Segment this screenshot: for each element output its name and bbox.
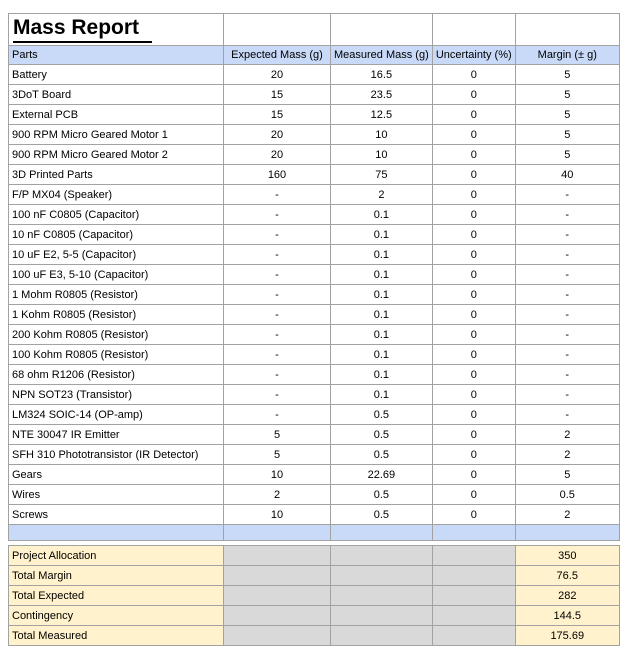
cell-part-name[interactable]: Battery <box>9 65 224 85</box>
cell-value[interactable]: - <box>515 225 619 245</box>
separator-row <box>9 525 620 541</box>
cell-value[interactable]: 0.1 <box>331 245 433 265</box>
cell-value[interactable]: 10 <box>224 505 331 525</box>
summary-empty-cell[interactable] <box>432 566 515 586</box>
cell-part-name[interactable]: NPN SOT23 (Transistor) <box>9 385 224 405</box>
cell-value[interactable]: 22.69 <box>331 465 433 485</box>
cell-part-name[interactable]: 900 RPM Micro Geared Motor 2 <box>9 145 224 165</box>
cell-value[interactable]: 15 <box>224 85 331 105</box>
summary-row <box>9 606 620 626</box>
cell-value[interactable]: 5 <box>515 65 619 85</box>
cell-value[interactable]: 0 <box>432 405 515 425</box>
cell-value[interactable]: 0.5 <box>331 445 433 465</box>
cell-value[interactable]: 5 <box>515 105 619 125</box>
summary-empty-cell[interactable] <box>224 546 331 566</box>
cell-value[interactable]: - <box>515 325 619 345</box>
cell-value[interactable]: 5 <box>515 145 619 165</box>
cell-value[interactable]: 0 <box>432 225 515 245</box>
cell-value[interactable]: 0.1 <box>331 325 433 345</box>
summary-empty-cell[interactable] <box>432 546 515 566</box>
table-row <box>9 165 620 185</box>
table-row <box>9 245 620 265</box>
cell-part-name[interactable]: 100 uF E3, 5-10 (Capacitor) <box>9 265 224 285</box>
table-row <box>9 225 620 245</box>
cell-value[interactable]: 5 <box>224 445 331 465</box>
cell-value[interactable]: 0.1 <box>331 225 433 245</box>
cell-value[interactable]: 0 <box>432 425 515 445</box>
cell-part-name[interactable]: SFH 310 Phototransistor (IR Detector) <box>9 445 224 465</box>
empty-cell[interactable] <box>224 14 331 46</box>
cell-value[interactable]: - <box>515 185 619 205</box>
summary-empty-cell[interactable] <box>224 586 331 606</box>
spreadsheet <box>8 13 620 646</box>
cell-value[interactable]: - <box>224 305 331 325</box>
cell-value[interactable]: 15 <box>224 105 331 125</box>
cell-value[interactable]: 160 <box>224 165 331 185</box>
report-title: Mass Report <box>13 16 152 42</box>
cell-value[interactable]: 0 <box>432 125 515 145</box>
cell-part-name[interactable]: NTE 30047 IR Emitter <box>9 425 224 445</box>
cell-part-name[interactable]: 3DoT Board <box>9 85 224 105</box>
cell-value[interactable]: - <box>515 265 619 285</box>
summary-empty-cell[interactable] <box>432 626 515 646</box>
cell-value[interactable]: 0 <box>432 445 515 465</box>
cell-part-name[interactable]: 100 nF C0805 (Capacitor) <box>9 205 224 225</box>
cell-value[interactable]: 5 <box>515 465 619 485</box>
cell-part-name[interactable]: F/P MX04 (Speaker) <box>9 185 224 205</box>
cell-value[interactable]: 2 <box>515 505 619 525</box>
cell-value[interactable]: - <box>224 285 331 305</box>
cell-value[interactable]: 0 <box>432 465 515 485</box>
cell-value[interactable]: 0.1 <box>331 385 433 405</box>
cell-value[interactable]: 0 <box>432 65 515 85</box>
table-row <box>9 445 620 465</box>
cell-value[interactable]: 2 <box>515 425 619 445</box>
summary-row <box>9 546 620 566</box>
summary-empty-cell[interactable] <box>432 586 515 606</box>
cell-value[interactable]: - <box>224 185 331 205</box>
table-row <box>9 205 620 225</box>
summary-empty-cell[interactable] <box>224 606 331 626</box>
header-row <box>9 46 620 65</box>
cell-value[interactable]: 0 <box>432 85 515 105</box>
cell-value[interactable]: - <box>515 205 619 225</box>
table-row <box>9 405 620 425</box>
cell-value[interactable]: 0.5 <box>331 485 433 505</box>
cell-value[interactable]: 0.1 <box>331 305 433 325</box>
cell-value[interactable]: - <box>515 405 619 425</box>
title-cell[interactable] <box>9 14 224 46</box>
summary-label[interactable]: Total Expected <box>9 586 224 606</box>
cell-value[interactable]: 0.5 <box>331 425 433 445</box>
table-row <box>9 285 620 305</box>
cell-value[interactable]: 0.1 <box>331 285 433 305</box>
summary-empty-cell[interactable] <box>224 566 331 586</box>
cell-value[interactable]: 0.5 <box>331 405 433 425</box>
summary-value[interactable]: 144.5 <box>515 606 619 626</box>
table-row <box>9 345 620 365</box>
cell-part-name[interactable]: 3D Printed Parts <box>9 165 224 185</box>
table-row <box>9 65 620 85</box>
summary-empty-cell[interactable] <box>224 626 331 646</box>
summary-empty-cell[interactable] <box>432 606 515 626</box>
cell-value[interactable]: 2 <box>515 445 619 465</box>
column-header-expected-mass[interactable]: Expected Mass (g) <box>224 46 331 65</box>
cell-value[interactable]: 16.5 <box>331 65 433 85</box>
cell-value[interactable]: 5 <box>515 85 619 105</box>
summary-value[interactable]: 350 <box>515 546 619 566</box>
cell-value[interactable]: 0 <box>432 325 515 345</box>
table-row <box>9 145 620 165</box>
table-row <box>9 365 620 385</box>
summary-label[interactable]: Contingency <box>9 606 224 626</box>
cell-value[interactable]: - <box>224 325 331 345</box>
cell-value[interactable]: - <box>224 245 331 265</box>
cell-part-name[interactable]: Gears <box>9 465 224 485</box>
cell-part-name[interactable]: 900 RPM Micro Geared Motor 1 <box>9 125 224 145</box>
summary-empty-cell[interactable] <box>331 626 433 646</box>
summary-row <box>9 586 620 606</box>
table-row <box>9 385 620 405</box>
summary-label[interactable]: Project Allocation <box>9 546 224 566</box>
cell-value[interactable]: 20 <box>224 65 331 85</box>
empty-cell[interactable] <box>224 525 331 541</box>
empty-cell[interactable] <box>9 525 224 541</box>
table-row <box>9 425 620 445</box>
cell-value[interactable]: 0.1 <box>331 265 433 285</box>
cell-value[interactable]: 0 <box>432 145 515 165</box>
summary-empty-cell[interactable] <box>331 586 433 606</box>
cell-part-name[interactable]: 100 Kohm R0805 (Resistor) <box>9 345 224 365</box>
table-row <box>9 265 620 285</box>
column-header-margin[interactable]: Margin (± g) <box>515 46 619 65</box>
table-row <box>9 325 620 345</box>
summary-empty-cell[interactable] <box>331 606 433 626</box>
summary-value[interactable]: 76.5 <box>515 566 619 586</box>
cell-value[interactable]: - <box>224 225 331 245</box>
cell-value[interactable]: - <box>515 285 619 305</box>
empty-cell[interactable] <box>515 525 619 541</box>
cell-value[interactable]: - <box>224 205 331 225</box>
cell-part-name[interactable]: Wires <box>9 485 224 505</box>
cell-value[interactable]: 0 <box>432 345 515 365</box>
empty-cell[interactable] <box>331 14 433 46</box>
cell-value[interactable]: 0 <box>432 505 515 525</box>
cell-value[interactable]: - <box>224 345 331 365</box>
summary-empty-cell[interactable] <box>331 546 433 566</box>
cell-value[interactable]: - <box>515 345 619 365</box>
cell-value[interactable]: 20 <box>224 125 331 145</box>
table-row <box>9 305 620 325</box>
table-row <box>9 485 620 505</box>
table-row <box>9 185 620 205</box>
table-row <box>9 505 620 525</box>
cell-part-name[interactable]: LM324 SOIC-14 (OP-amp) <box>9 405 224 425</box>
summary-value[interactable]: 282 <box>515 586 619 606</box>
column-header-measured-mass[interactable]: Measured Mass (g) <box>331 46 433 65</box>
cell-part-name[interactable]: 10 nF C0805 (Capacitor) <box>9 225 224 245</box>
empty-cell[interactable] <box>432 525 515 541</box>
cell-value[interactable]: 10 <box>331 145 433 165</box>
cell-value[interactable]: 0.5 <box>331 505 433 525</box>
cell-value[interactable]: 2 <box>224 485 331 505</box>
cell-value[interactable]: 40 <box>515 165 619 185</box>
cell-part-name[interactable]: 200 Kohm R0805 (Resistor) <box>9 325 224 345</box>
cell-value[interactable]: 0 <box>432 485 515 505</box>
cell-part-name[interactable]: External PCB <box>9 105 224 125</box>
summary-empty-cell[interactable] <box>331 566 433 586</box>
table-row <box>9 465 620 485</box>
summary-label[interactable]: Total Margin <box>9 566 224 586</box>
empty-cell[interactable] <box>432 14 515 46</box>
cell-value[interactable]: - <box>515 305 619 325</box>
cell-value[interactable]: 23.5 <box>331 85 433 105</box>
table-row <box>9 85 620 105</box>
summary-row <box>9 626 620 646</box>
cell-value[interactable]: 10 <box>331 125 433 145</box>
cell-value[interactable]: - <box>224 405 331 425</box>
cell-value[interactable]: - <box>224 365 331 385</box>
cell-value[interactable]: 0 <box>432 245 515 265</box>
cell-value[interactable]: 20 <box>224 145 331 165</box>
cell-value[interactable]: - <box>515 385 619 405</box>
table-row <box>9 125 620 145</box>
cell-part-name[interactable]: 1 Kohm R0805 (Resistor) <box>9 305 224 325</box>
cell-value[interactable]: 0 <box>432 285 515 305</box>
empty-cell[interactable] <box>331 525 433 541</box>
cell-part-name[interactable]: 10 uF E2, 5-5 (Capacitor) <box>9 245 224 265</box>
cell-part-name[interactable]: 68 ohm R1206 (Resistor) <box>9 365 224 385</box>
cell-value[interactable]: 5 <box>515 125 619 145</box>
column-header-parts[interactable]: Parts <box>9 46 224 65</box>
cell-value[interactable]: 12.5 <box>331 105 433 125</box>
cell-value[interactable]: 0 <box>432 165 515 185</box>
cell-part-name[interactable]: 1 Mohm R0805 (Resistor) <box>9 285 224 305</box>
empty-cell[interactable] <box>515 14 619 46</box>
cell-value[interactable]: 0 <box>432 305 515 325</box>
cell-value[interactable]: 2 <box>331 185 433 205</box>
cell-value[interactable]: 0.5 <box>515 485 619 505</box>
cell-value[interactable]: - <box>224 265 331 285</box>
cell-value[interactable]: 10 <box>224 465 331 485</box>
cell-value[interactable]: 0 <box>432 365 515 385</box>
cell-value[interactable]: 0.1 <box>331 365 433 385</box>
column-header-uncertainty[interactable]: Uncertainty (%) <box>432 46 515 65</box>
summary-value[interactable]: 175.69 <box>515 626 619 646</box>
cell-part-name[interactable]: Screws <box>9 505 224 525</box>
cell-value[interactable]: - <box>224 385 331 405</box>
cell-value[interactable]: 0 <box>432 265 515 285</box>
cell-value[interactable]: - <box>515 365 619 385</box>
cell-value[interactable]: 0 <box>432 385 515 405</box>
cell-value[interactable]: 5 <box>224 425 331 445</box>
cell-value[interactable]: 75 <box>331 165 433 185</box>
summary-row <box>9 566 620 586</box>
cell-value[interactable]: 0 <box>432 105 515 125</box>
title-row <box>9 14 620 46</box>
cell-value[interactable]: 0 <box>432 205 515 225</box>
mass-report-table <box>8 13 620 646</box>
cell-value[interactable]: 0.1 <box>331 205 433 225</box>
cell-value[interactable]: 0.1 <box>331 345 433 365</box>
cell-value[interactable]: - <box>515 245 619 265</box>
summary-label[interactable]: Total Measured <box>9 626 224 646</box>
table-row <box>9 105 620 125</box>
cell-value[interactable]: 0 <box>432 185 515 205</box>
